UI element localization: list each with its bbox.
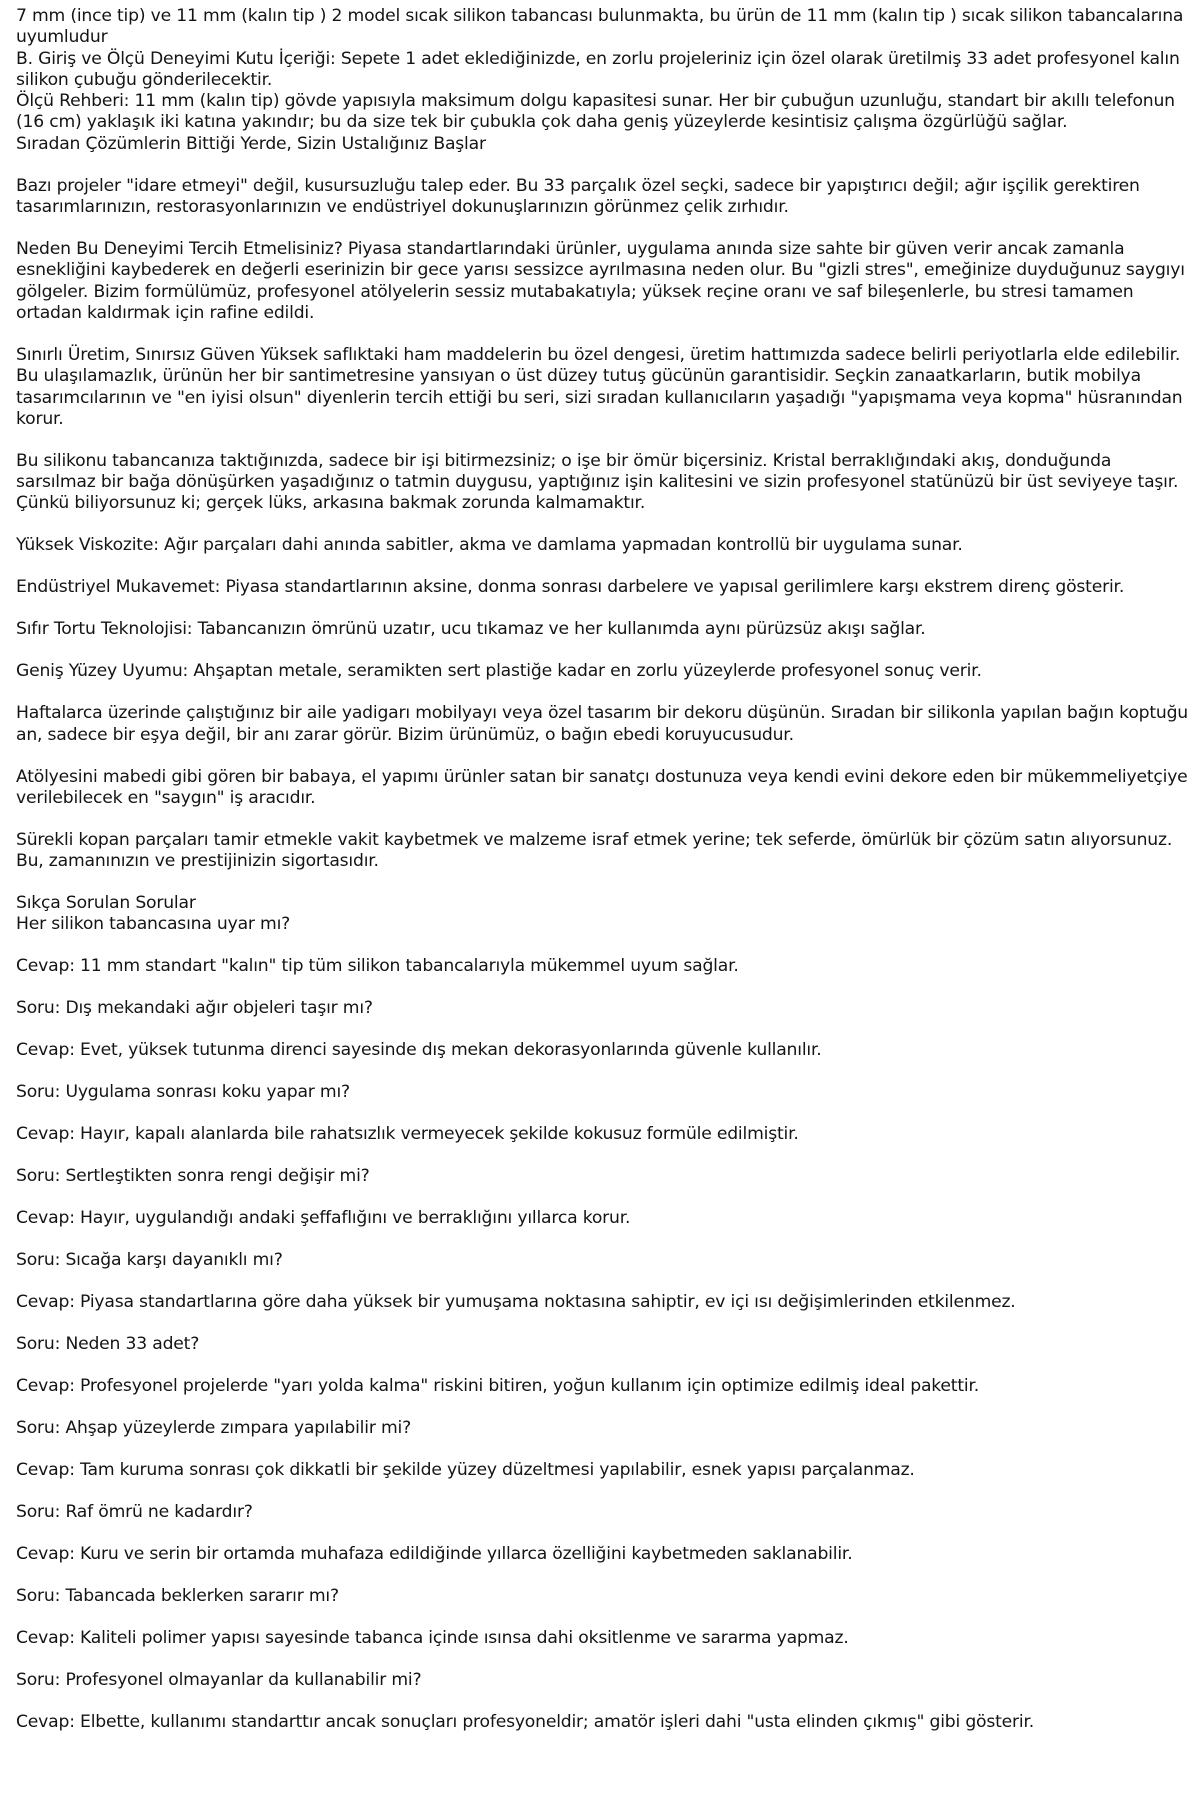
paragraph: Cevap: Profesyonel projelerde "yarı yolda kalma" riskini bitiren, yoğun kullanım için optimize edilmiş ideal pakettir. xyxy=(16,1376,979,1397)
paragraph: Haftalarca üzerinde çalıştığınız bir aile yadigarı mobilyayı veya özel tasarım bir dekoru düşünün. Sıradan bir silikonla yapılan bağın koptuğu an, sadece bir eşya değil, bir anı zarar görür. Bizim ürünümüz, o bağın ebedi koruyucusudur. xyxy=(16,703,1188,745)
paragraph: Atölyesini mabedi gibi gören bir babaya, el yapımı ürünler satan bir sanatçı dostunuza veya kendi evini dekore eden bir mükemmeliyetçiye verilebilecek en "saygın" iş aracıdır. xyxy=(16,766,1188,808)
paragraph: Soru: Tabancada beklerken sararır mı? xyxy=(16,1586,339,1607)
paragraph: Her silikon tabancasına uyar mı? xyxy=(16,914,291,935)
paragraph: Sıfır Tortu Teknolojisi: Tabancanızın ömrünü uzatır, ucu tıkamaz ve her kullanımda aynı pürüzsüz akışı sağlar. xyxy=(16,619,926,640)
paragraph: Cevap: Piyasa standartlarına göre daha yüksek bir yumuşama noktasına sahiptir, ev içi ısı değişimlerinden etkilenmez. xyxy=(16,1292,1016,1313)
paragraph: Soru: Uygulama sonrası koku yapar mı? xyxy=(16,1082,350,1103)
paragraph: Bazı projeler "idare etmeyi" değil, kusursuzluğu talep eder. Bu 33 parçalık özel seçki, sadece bir yapıştırıcı değil; ağır işçilik gerektiren tasarımlarınızın, restorasyonlarınızın ve endüstriyel dokunuşlarınızın görünmez çelik zırhıdır. xyxy=(16,175,1140,218)
paragraph: Soru: Sertleştikten sonra rengi değişir mi? xyxy=(16,1166,370,1187)
paragraph: Sürekli kopan parçaları tamir etmekle vakit kaybetmek ve malzeme israf etmek yerine; tek seferde, ömürlük bir çözüm satın alıyorsunuz. Bu, zamanınızın ve prestijinizin sigortasıdır. xyxy=(16,829,1173,872)
paragraph: Cevap: Hayır, uygulandığı andaki şeffaflığını ve berraklığını yıllarca korur. xyxy=(16,1208,631,1229)
paragraph: Cevap: Elbette, kullanımı standarttır ancak sonuçları profesyoneldir; amatör işleri dahi "usta elinden çıkmış" gibi gösterir. xyxy=(16,1712,1035,1733)
paragraph: Soru: Sıcağa karşı dayanıklı mı? xyxy=(16,1250,283,1271)
paragraph: Cevap: Kuru ve serin bir ortamda muhafaza edildiğinde yıllarca özelliğini kaybetmeden saklanabilir. xyxy=(16,1544,853,1565)
paragraph: Neden Bu Deneyimi Tercih Etmelisiniz? Piyasa standartlarındaki ürünler, uygulama anında size sahte bir güven verir ancak zamanla esnekliğini kaybederek en değerli eserinizin bir gece yarısı sessizce ayrılmasına neden olur. Bu "gizli stres", emeğinize duyduğunuz saygıyı gölgeler. Bizim formülümüz, profesyonel atölyelerin sessiz mutabakatıyla; yüksek reçine oranı ve saf bileşenlerle, bu stresi tamamen ortadan kaldırmak için rafine edildi. xyxy=(16,239,1185,323)
paragraph: Soru: Dış mekandaki ağır objeleri taşır mı? xyxy=(16,998,373,1019)
paragraph: Soru: Profesyonel olmayanlar da kullanabilir mi? xyxy=(16,1670,422,1691)
paragraph: Endüstriyel Mukavemet: Piyasa standartlarının aksine, donma sonrası darbelere ve yapısal gerilimlere karşı ekstrem direnç gösterir. xyxy=(16,577,1125,598)
paragraph: Cevap: Tam kuruma sonrası çok dikkatli bir şekilde yüzey düzeltmesi yapılabilir, esnek yapısı parçalanmaz. xyxy=(16,1460,915,1481)
paragraph: Cevap: 11 mm standart "kalın" tip tüm silikon tabancalarıyla mükemmel uyum sağlar. xyxy=(16,956,739,977)
paragraph: Soru: Ahşap yüzeylerde zımpara yapılabilir mi? xyxy=(16,1418,411,1439)
paragraph: Cevap: Kaliteli polimer yapısı sayesinde tabanca içinde ısınsa dahi oksitlenme ve sararma yapmaz. xyxy=(16,1628,849,1649)
paragraph: Bu silikonu tabancanıza taktığınızda, sadece bir işi bitirmezsiniz; o işe bir ömür biçersiniz. Kristal berraklığındaki akış, donduğunda sarsılmaz bir bağa dönüşürken yaşadığınız o tatmin duygusu, yaptığınız işin kalitesini ve sizin profesyonel statünüzü bir üst seviyeye taşır. Çünkü biliyorsunuz ki; gerçek lüks, arkasına bakmak zorunda kalmamaktır. xyxy=(16,450,1179,514)
paragraph: Yüksek Viskozite: Ağır parçaları dahi anında sabitler, akma ve damlama yapmadan kontrollü bir uygulama sunar. xyxy=(16,535,963,556)
paragraph: Soru: Raf ömrü ne kadardır? xyxy=(16,1502,253,1523)
paragraph: Ölçü Rehberi: 11 mm (kalın tip) gövde yapısıyla maksimum dolgu kapasitesi sunar. Her bir çubuğun uzunluğu, standart bir akıllı telefonun (16 cm) yaklaşık iki katına yakındır; bu da size tek bir çubukla çok daha geniş yüzeylerde kesintisiz çalışma özgürlüğü sağlar. xyxy=(16,91,1175,133)
paragraph: Sıradan Çözümlerin Bittiği Yerde, Sizin Ustalığınız Başlar xyxy=(16,133,486,154)
paragraph: B. Giriş ve Ölçü Deneyimi Kutu İçeriği: Sepete 1 adet eklediğinizde, en zorlu projeleriniz için özel olarak üretilmiş 33 adet profesyonel kalın silikon çubuğu gönderilecektir. xyxy=(16,48,1180,90)
paragraph: 7 mm (ince tip) ve 11 mm (kalın tip ) 2 model sıcak silikon tabancası bulunmakta, bu ürün de 11 mm (kalın tip ) sıcak silikon tabancalarına uyumludur xyxy=(16,6,1184,48)
paragraph: Sıkça Sorulan Sorular xyxy=(16,893,196,914)
paragraph: Sınırlı Üretim, Sınırsız Güven Yüksek saflıktaki ham maddelerin bu özel dengesi, üretim hattımızda sadece belirli periyotlarla elde edilebilir. Bu ulaşılamazlık, ürünün her bir santimetresine yansıyan o üst düzey tutuş gücünün garantisidir. Seçkin zanaatkarların, butik mobilya tasarımcılarının ve "en iyisi olsun" diyenlerin tercih ettiği bu seri, sizi sıradan kullanıcıların yaşadığı "yapışmama veya kopma" hüsranından korur. xyxy=(16,344,1183,429)
paragraph: Geniş Yüzey Uyumu: Ahşaptan metale, seramikten sert plastiğe kadar en zorlu yüzeylerde profesyonel sonuç verir. xyxy=(16,661,982,682)
paragraph: Soru: Neden 33 adet? xyxy=(16,1334,200,1355)
paragraph: Cevap: Evet, yüksek tutunma direnci sayesinde dış mekan dekorasyonlarında güvenle kullanılır. xyxy=(16,1040,822,1061)
paragraph: Cevap: Hayır, kapalı alanlarda bile rahatsızlık vermeyecek şekilde kokusuz formüle edilmiştir. xyxy=(16,1124,799,1145)
